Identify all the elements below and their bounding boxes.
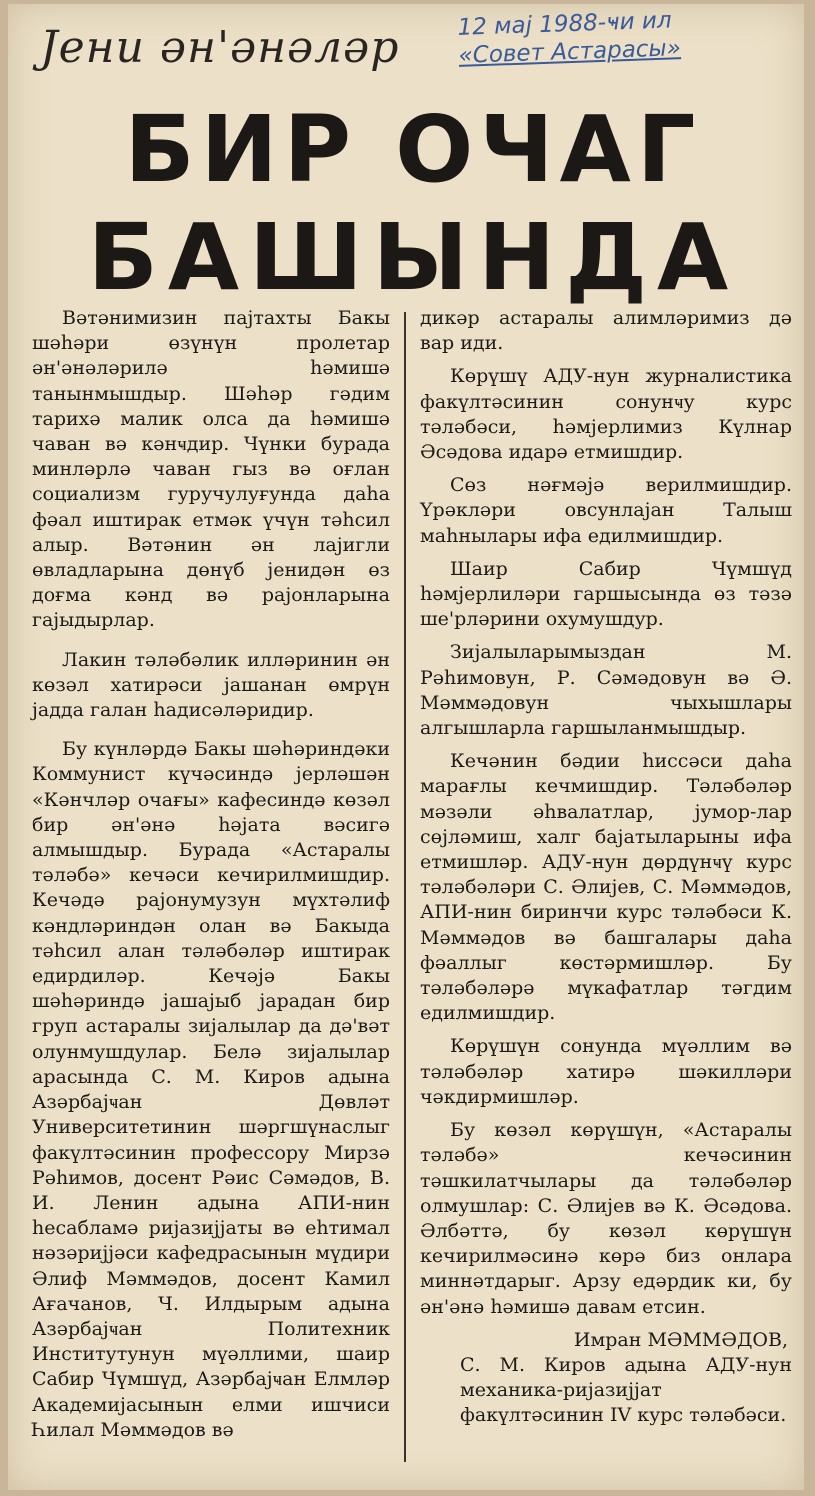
author-signature <box>420 1328 792 1429</box>
headline-line-2: БАШЫНДА <box>87 204 739 311</box>
handwritten-date: 12 мај 1988-ҹи ил <box>457 7 673 41</box>
paragraph: Көрүшүн сонунда мүәллим вә тәләбәләр хатирә шәкилләри чәкдирмишләр. <box>420 1035 792 1108</box>
paragraph: Шаир Сабир Чүмшүд һәмјерлиләри гаршысында өз тәзә ше'рләрини охумушдур. <box>420 557 792 631</box>
paragraph: Зијалыларымыздан М. Рәһимовун, Р. Сәмәдовун вә Ә. Мәммәдовун чыхышлары алгышларла гаршыланмышдыр. <box>420 641 792 740</box>
paragraph: Көрүшү АДУ-нун журналистика факүлтәсинин сонунҹу курс тәләбәси, һәмјерлимиз Күлнар Әсәдова идарә етмишдир. <box>420 365 792 464</box>
author-name: Имран МӘММӘДОВ, <box>573 1328 788 1351</box>
column-divider <box>404 312 406 1462</box>
paragraph: Сөз нәғмәјә верилмишдир. Үрәкләри овсунлајан Талыш маһнылары ифа едилмишдир. <box>420 474 792 547</box>
handwritten-note <box>457 4 799 68</box>
article-right-column <box>420 306 792 1429</box>
headline <box>28 96 798 312</box>
author-affiliation: С. М. Киров адына АДУ-нун механика-ријазијјат факүлтәсинин IV курс тәләбәси. <box>460 1353 792 1427</box>
rubric-heading: Јени ән'әнәләр <box>40 22 400 73</box>
headline-line-1: БИР ОЧАГ <box>124 96 702 203</box>
paragraph: дикәр астаралы алимләримиз дә вар иди. <box>420 307 792 355</box>
paragraph: Бу көзәл көрүшүн, «Астаралы тәләбә» кечәсинин тәшкилатчылары да тәләбәләр олмушлар: С. Әлијев вә К. Әсәдова. Әлбәттә, бу көзәл көрүшүн кечирилмәсинә көрә биз онлара миннәтдарыг. Арзу едәрдик ки, бу ән'әнә һәмишә давам етсин. <box>420 1119 792 1318</box>
paragraph: Лакин тәләбәлик илләринин ән көзәл хатирәси јашанан өмрүн јадда галан һадисәләридир. <box>32 648 390 722</box>
handwritten-source: «Совет Астарасы» <box>458 35 682 69</box>
paragraph: Кечәнин бәдии һиссәси даһа марағлы кечмишдир. Тәләбәләр мәзәли әһвалатлар, јумор-лар сөјләмиш, халг бајатыларыны ифа етмишләр. АДУ-нун дөрдүнҹү курс тәләбәләри С. Әлијев, С. Мәммәдов, АПИ-нин биринчи курс тәләбәси К. Мәммәдов вә башгалары даһа фәаллыг көстәрмишләр. Бу тәләбәләрә мүкафатлар тәгдим едилмишдир. <box>420 750 792 1025</box>
article-left-column <box>32 306 390 1457</box>
paragraph: Бу күнләрдә Бакы шәһәриндәки Коммунист күчәсиндә јерләшән «Кәнчләр очағы» кафесиндә көзәл бир ән'әнә һәјата вәсигә алмышдыр. Бурада «Астаралы тәләбә» кечәси кечирилмишдир. Кечәдә рајонумузун мүхтәлиф кәндләриндән олан вә Бакыда тәһсил алан тәләбәләр иштирак едирдиләр. Кечәјә Бакы шәһәриндә јашајыб јарадан бир груп астаралы зијалылар да дә'вәт олунмушдулар. Белә зијалылар арасында С. М. Киров адына Азәрбајҹан Дөвләт Университетинин шәргшүнаслыг факүлтәсинин профессору Мирзә Рәһимов, досент Рәис Сәмәдов, В. И. Ленин адына АПИ-нин һесабламә ријазијјаты вә еһтимал нәзәријјәси кафедрасынын мүдири Әлиф Мәммәдов, досент Камил Ағачанов, Ч. Илдырым адына Азәрбајҹан Политехник Институтунун мүәллими, шаир Сабир Чүмшүд, Азәрбајҹан Елмләр Академијасынын елми ишчиси Һилал Мәммәдов вә <box>32 738 390 1441</box>
paragraph: Вәтәнимизин пајтахты Бакы шәһәри өзүнүн пролетар ән'әнәләрилә һәмишә танынмышдыр. Шәһәр гәдим тарихә малик олса да һәмишә чаван вә кәнҹдир. Чүнки бурада минләрлә чаван гыз вә оғлан социализм гуручулуғунда даһа фәал иштирак етмәк үчүн тәһсил алыр. Вәтәнин ән лајигли өвладларына дөнүб јенидән өз доғма кәнд вә рајонларына гајыдырлар. <box>32 307 390 632</box>
